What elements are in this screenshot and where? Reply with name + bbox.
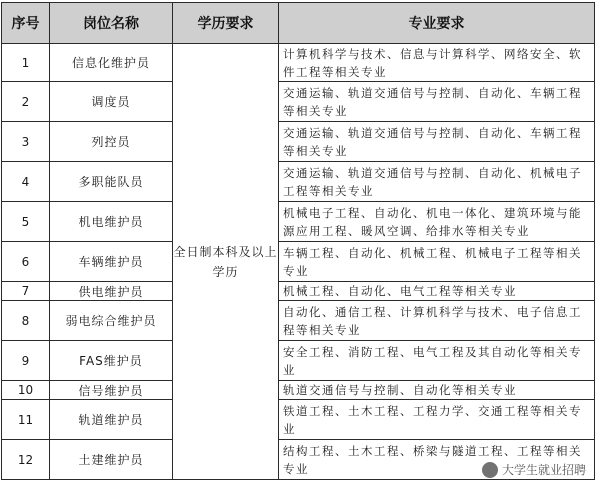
row-major: 计算机科学与技术、信息与计算科学、网络安全、软件工程等相关专业 [279,44,595,82]
row-position: 机电维护员 [50,202,173,242]
row-no: 5 [2,202,50,242]
requirements-table [1,2,595,480]
row-major: 铁道工程、土木工程、工程力学、交通工程等相关专业 [279,400,595,440]
row-position: 列控员 [50,122,173,162]
table-row [2,122,595,162]
table-row [2,400,595,440]
row-position: 供电维护员 [50,282,173,301]
header-education: 学历要求 [173,3,279,44]
row-major: 交通运输、轨道交通信号与控制、自动化、车辆工程等相关专业 [279,122,595,162]
row-major: 车辆工程、自动化、机械工程、机械电子工程等相关专业 [279,242,595,282]
row-no: 3 [2,122,50,162]
table-row [2,282,595,301]
header-no: 序号 [2,3,50,44]
table-row [2,162,595,202]
row-position: 车辆维护员 [50,242,173,282]
table-row [2,82,595,122]
table-row [2,381,595,400]
header-position: 岗位名称 [50,3,173,44]
row-position: 多职能队员 [50,162,173,202]
row-major: 自动化、通信工程、计算机科学与技术、电子信息工程等相关专业 [279,301,595,341]
row-no: 2 [2,82,50,122]
row-major: 机械电子工程、自动化、机电一体化、建筑环境与能源应用工程、暖风空调、给排水等相关专业 [279,202,595,242]
row-major: 机械工程、自动化、电气工程等相关专业 [279,282,595,301]
row-no: 12 [2,440,50,480]
row-position: FAS维护员 [50,341,173,381]
row-major: 交通运输、轨道交通信号与控制、自动化、车辆工程等相关专业 [279,82,595,122]
watermark [482,461,586,478]
row-position: 土建维护员 [50,440,173,480]
row-no: 11 [2,400,50,440]
row-no: 1 [2,44,50,82]
row-position: 轨道维护员 [50,400,173,440]
table-row [2,44,595,82]
row-position: 调度员 [50,82,173,122]
watermark-text: 大学生就业招聘 [501,463,586,477]
row-no: 6 [2,242,50,282]
table-row [2,202,595,242]
row-major: 轨道交通信号与控制、自动化等相关专业 [279,381,595,400]
table-row [2,301,595,341]
row-position: 弱电综合维护员 [50,301,173,341]
row-no: 8 [2,301,50,341]
row-major: 结构工程、土木工程、桥梁与隧道工程、工程等相关专业 [279,440,595,480]
row-no: 9 [2,341,50,381]
table-row [2,341,595,381]
education-requirement: 全日制本科及以上学历 [173,44,279,480]
row-major: 安全工程、消防工程、电气工程及其自动化等相关专业 [279,341,595,381]
row-position: 信号维护员 [50,381,173,400]
row-no: 4 [2,162,50,202]
row-major: 交通运输、轨道交通信号与控制、自动化、机械电子工程等相关专业 [279,162,595,202]
header-major: 专业要求 [279,3,595,44]
row-no: 10 [2,381,50,400]
table-row [2,242,595,282]
row-no: 7 [2,282,50,301]
watermark-logo-icon [482,462,498,478]
header-row [2,3,595,44]
row-position: 信息化维护员 [50,44,173,82]
